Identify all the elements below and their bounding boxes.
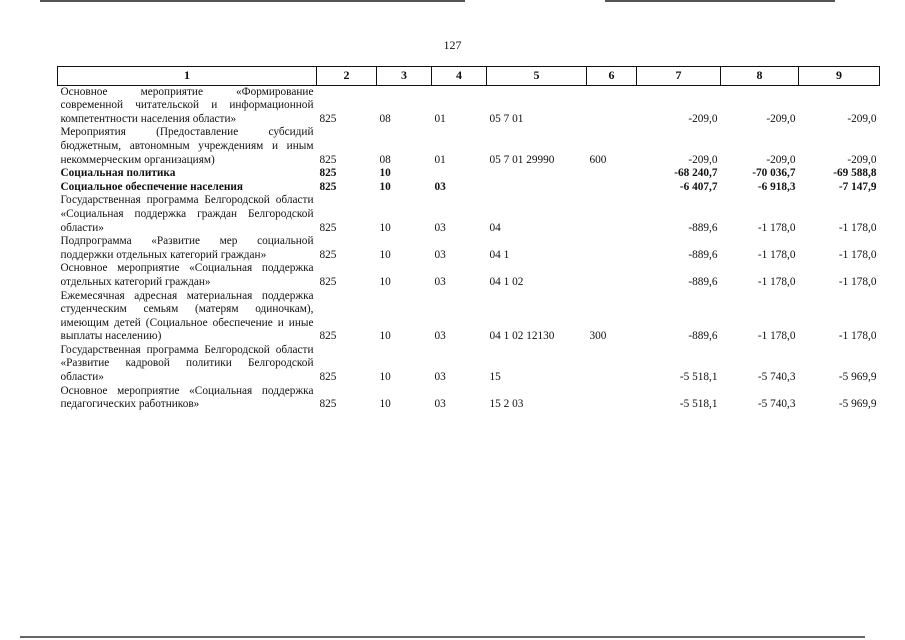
row-sum-year-2: -5 740,3 (757, 398, 796, 411)
row-subsection: 03 (434, 248, 446, 261)
header-col-6: 6 (587, 67, 637, 86)
table-row (58, 181, 880, 195)
row-sum-year-1: -6 407,7 (679, 180, 718, 193)
page-number: 127 (443, 38, 462, 52)
row-target-article: 04 1 02 (489, 275, 524, 288)
row-section: 10 (379, 180, 391, 193)
row-name: Подпрограмма «Развитие мер социальной поддержки отдельных категорий граждан» (60, 235, 314, 261)
table-row (58, 194, 880, 235)
scan-edge-bottom (20, 636, 865, 640)
row-expense-type: 600 (589, 153, 607, 166)
row-sum-year-1: -889,6 (688, 221, 718, 234)
row-name: Социальное обеспечение населения (60, 180, 243, 193)
row-publisher-code: 825 (319, 167, 337, 180)
row-subsection: 03 (434, 180, 446, 193)
row-sum-year-3: -1 178,0 (838, 330, 877, 343)
row-publisher-code: 825 (319, 248, 337, 261)
row-section: 10 (379, 398, 391, 411)
row-expense-type (587, 181, 637, 195)
table-row (58, 235, 880, 262)
row-subsection: 01 (434, 112, 446, 125)
row-sum-year-1: -889,6 (688, 275, 718, 288)
row-expense-type (587, 194, 637, 235)
row-sum-year-1: -5 518,1 (679, 398, 718, 411)
row-name: Основное мероприятие «Социальная поддержка педагогических работников» (60, 384, 314, 411)
row-sum-year-2: -209,0 (766, 153, 796, 166)
table-row (58, 262, 880, 289)
row-sum-year-1: -209,0 (688, 112, 718, 125)
header-col-5: 5 (487, 67, 587, 86)
row-section: 10 (379, 330, 391, 343)
header-col-1: 1 (58, 67, 317, 86)
table-body (58, 85, 880, 412)
row-publisher-code: 825 (319, 221, 337, 234)
row-sum-year-2: -209,0 (766, 112, 796, 125)
row-publisher-code: 825 (319, 112, 337, 125)
row-sum-year-3: -69 588,8 (833, 167, 877, 180)
row-publisher-code: 825 (319, 153, 337, 166)
table-row (58, 385, 880, 412)
row-sum-year-2: -6 918,3 (757, 180, 796, 193)
row-subsection: 03 (434, 398, 446, 411)
row-subsection: 03 (434, 275, 446, 288)
row-sum-year-2: -1 178,0 (757, 275, 796, 288)
row-section: 10 (379, 221, 391, 234)
budget-table (57, 66, 880, 412)
row-sum-year-1: -5 518,1 (679, 371, 718, 384)
row-name: Мероприятия (Предоставление субсидий бюджетным, автономным учреждениям и иным некоммерческим организациям) (60, 126, 314, 166)
row-section: 10 (379, 275, 391, 288)
row-publisher-code: 825 (319, 371, 337, 384)
row-target-article: 15 (489, 371, 501, 384)
row-name: Основное мероприятие «Формирование современной читательской и информационной компетентности населения области» (60, 85, 314, 125)
scan-edge-top-right (605, 0, 835, 4)
header-col-3: 3 (377, 67, 432, 86)
table-header-row (58, 67, 880, 86)
row-sum-year-3: -209,0 (847, 112, 877, 125)
table-row (58, 126, 880, 167)
row-target-article: 05 7 01 29990 (489, 153, 555, 166)
row-name: Ежемесячная адресная материальная поддержка студенческим семьям (матерям одиночкам), имеющим детей (Социальное обеспечение и иные выплаты населению) (60, 289, 314, 343)
row-sum-year-3: -5 969,9 (838, 371, 877, 384)
row-publisher-code: 825 (319, 330, 337, 343)
row-publisher-code: 825 (319, 398, 337, 411)
row-expense-type (587, 262, 637, 289)
row-sum-year-1: -209,0 (688, 153, 718, 166)
row-name: Государственная программа Белгородской области «Развитие кадровой политики Белгородской области» (60, 343, 314, 384)
row-name: Социальная политика (60, 167, 176, 180)
scan-edge-top-left (40, 0, 465, 4)
row-sum-year-3: -5 969,9 (838, 398, 877, 411)
row-publisher-code: 825 (319, 180, 337, 193)
row-subsection (432, 167, 487, 181)
table-row (58, 85, 880, 126)
table-row (58, 344, 880, 385)
row-subsection: 01 (434, 153, 446, 166)
row-sum-year-2: -70 036,7 (752, 167, 796, 180)
row-expense-type (587, 235, 637, 262)
row-section: 10 (379, 167, 391, 180)
header-col-4: 4 (432, 67, 487, 86)
row-sum-year-2: -1 178,0 (757, 221, 796, 234)
row-sum-year-3: -1 178,0 (838, 248, 877, 261)
header-col-2: 2 (317, 67, 377, 86)
row-sum-year-3: -1 178,0 (838, 275, 877, 288)
header-col-9: 9 (799, 67, 880, 86)
row-target-article: 15 2 03 (489, 398, 524, 411)
row-target-article (487, 181, 587, 195)
row-subsection: 03 (434, 221, 446, 234)
row-expense-type (587, 167, 637, 181)
table-row (58, 167, 880, 181)
row-expense-type (587, 344, 637, 385)
row-subsection: 03 (434, 371, 446, 384)
header-col-8: 8 (721, 67, 799, 86)
row-sum-year-1: -889,6 (688, 330, 718, 343)
row-sum-year-2: -1 178,0 (757, 330, 796, 343)
row-section: 08 (379, 112, 391, 125)
row-name: Государственная программа Белгородской области «Социальная поддержка граждан Белгородской области» (60, 194, 314, 234)
row-sum-year-2: -1 178,0 (757, 248, 796, 261)
row-subsection: 03 (434, 330, 446, 343)
row-target-article: 04 1 (489, 248, 510, 261)
row-expense-type: 300 (589, 330, 607, 343)
row-section: 08 (379, 153, 391, 166)
row-section: 10 (379, 248, 391, 261)
row-target-article (487, 167, 587, 181)
row-sum-year-3: -1 178,0 (838, 221, 877, 234)
row-section: 10 (379, 371, 391, 384)
row-sum-year-3: -7 147,9 (838, 180, 877, 193)
row-target-article: 04 1 02 12130 (489, 330, 555, 343)
row-expense-type (587, 85, 637, 126)
row-publisher-code: 825 (319, 275, 337, 288)
row-sum-year-2: -5 740,3 (757, 371, 796, 384)
row-target-article: 04 (489, 221, 501, 234)
row-sum-year-1: -68 240,7 (674, 167, 718, 180)
table-row (58, 290, 880, 344)
row-expense-type (587, 385, 637, 412)
row-target-article: 05 7 01 (489, 112, 524, 125)
header-col-7: 7 (637, 67, 721, 86)
row-name: Основное мероприятие «Социальная поддержка отдельных категорий граждан» (60, 262, 314, 288)
row-sum-year-3: -209,0 (847, 153, 877, 166)
row-sum-year-1: -889,6 (688, 248, 718, 261)
